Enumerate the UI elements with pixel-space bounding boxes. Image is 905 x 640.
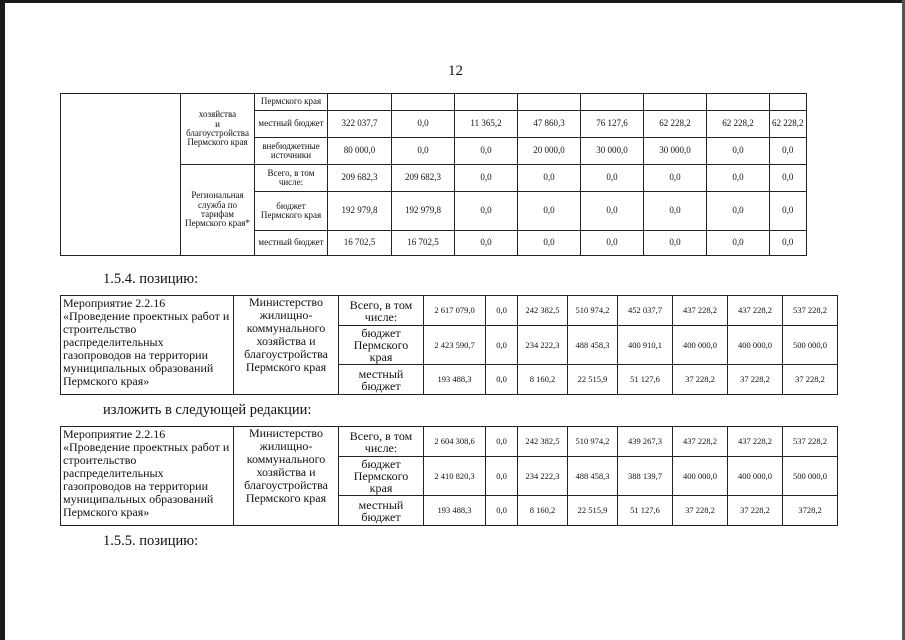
- value-cell: 400 000,0: [728, 457, 783, 496]
- value-cell: 209 682,3: [392, 165, 455, 192]
- executor-line: благоустройства: [186, 128, 249, 138]
- value-cell: 437 228,2: [673, 427, 728, 457]
- source-cell: бюджет Пермского края: [255, 192, 328, 231]
- value-cell: 452 037,7: [618, 296, 673, 326]
- value-cell: 0,0: [644, 165, 707, 192]
- value-cell: 0,0: [770, 192, 807, 231]
- executor-cell: [181, 94, 255, 165]
- empty-cell: [61, 94, 181, 111]
- value-cell: 488 458,3: [568, 457, 618, 496]
- value-cell: 3728,2: [783, 496, 838, 526]
- ministry-cell: Министерство жилищно-коммунального хозяйства и благоустройства Пермского края: [234, 296, 339, 395]
- source-cell: бюджет Пермского края: [339, 457, 424, 496]
- value-cell: 8 160,2: [518, 496, 568, 526]
- value-cell: 0,0: [486, 326, 518, 365]
- value-cell: 388 139,7: [618, 457, 673, 496]
- table-row: [61, 427, 838, 457]
- value-cell: 2 423 590,7: [424, 326, 486, 365]
- source-cell: местный бюджет: [339, 496, 424, 526]
- value-cell: 537 228,2: [783, 427, 838, 457]
- new-measure-table: [60, 426, 838, 526]
- value-cell: 0,0: [707, 231, 770, 256]
- value-cell: 322 037,7: [328, 111, 392, 138]
- value-cell: 37 228,2: [728, 365, 783, 395]
- value-cell: 51 127,6: [618, 496, 673, 526]
- value-cell: 37 228,2: [673, 496, 728, 526]
- value-cell: 242 382,5: [518, 427, 568, 457]
- value-cell: 0,0: [581, 165, 644, 192]
- value-cell: 0,0: [455, 165, 518, 192]
- value-cell: 0,0: [581, 231, 644, 256]
- value-cell: 47 860,3: [518, 111, 581, 138]
- old-measure-table: [60, 295, 838, 395]
- executor-line: Пермского края: [187, 137, 248, 148]
- value-cell: 437 228,2: [673, 296, 728, 326]
- source-cell: Пермского края: [255, 94, 328, 111]
- value-cell: 0,0: [770, 138, 807, 165]
- executor-line: и: [215, 118, 220, 129]
- value-cell: 0,0: [770, 165, 807, 192]
- value-cell: 0,0: [770, 231, 807, 256]
- value-cell: [770, 94, 807, 111]
- value-cell: [518, 94, 581, 111]
- value-cell: 400 910,1: [618, 326, 673, 365]
- value-cell: 22 515,9: [568, 496, 618, 526]
- value-cell: 0,0: [518, 192, 581, 231]
- value-cell: 62 228,2: [707, 111, 770, 138]
- value-cell: 8 160,2: [518, 365, 568, 395]
- value-cell: 400 000,0: [673, 457, 728, 496]
- value-cell: 500 000,0: [783, 326, 838, 365]
- table-row: [61, 231, 807, 256]
- value-cell: 20 000,0: [518, 138, 581, 165]
- source-cell: местный бюджет: [255, 111, 328, 138]
- value-cell: 51 127,6: [618, 365, 673, 395]
- value-cell: 439 267,3: [618, 427, 673, 457]
- scan-edge: [0, 0, 905, 3]
- measure-name-cell: Мероприятие 2.2.16 «Проведение проектных работ и строительство распределительных газопроводов на территории муниципальных образований Пермского края»: [61, 296, 234, 395]
- value-cell: 0,0: [581, 192, 644, 231]
- value-cell: 192 979,8: [392, 192, 455, 231]
- executor-line: хозяйства: [198, 109, 237, 120]
- source-cell: внебюджетные источники: [255, 138, 328, 165]
- table-row: [61, 138, 807, 165]
- source-cell: Всего, в том числе:: [255, 165, 328, 192]
- empty-cell: [61, 165, 181, 192]
- continuation-table: [60, 93, 807, 256]
- value-cell: 0,0: [644, 231, 707, 256]
- source-cell: Всего, в том числе:: [339, 296, 424, 326]
- source-cell: местный бюджет: [255, 231, 328, 256]
- ministry-cell: Министерство жилищно-коммунального хозяйства и благоустройства Пермского края: [234, 427, 339, 526]
- table-row: [61, 192, 807, 231]
- value-cell: 0,0: [518, 165, 581, 192]
- value-cell: 0,0: [455, 231, 518, 256]
- value-cell: 37 228,2: [783, 365, 838, 395]
- value-cell: 62 228,2: [644, 111, 707, 138]
- empty-cell: [61, 138, 181, 165]
- value-cell: 37 228,2: [728, 496, 783, 526]
- value-cell: 0,0: [392, 138, 455, 165]
- value-cell: 537 228,2: [783, 296, 838, 326]
- value-cell: 0,0: [644, 192, 707, 231]
- value-cell: 11 365,2: [455, 111, 518, 138]
- value-cell: 242 382,5: [518, 296, 568, 326]
- value-cell: 193 488,3: [424, 496, 486, 526]
- value-cell: 510 974,2: [568, 427, 618, 457]
- value-cell: 30 000,0: [644, 138, 707, 165]
- value-cell: 0,0: [518, 231, 581, 256]
- value-cell: [392, 94, 455, 111]
- value-cell: 437 228,2: [728, 296, 783, 326]
- value-cell: 0,0: [707, 165, 770, 192]
- value-cell: 400 000,0: [673, 326, 728, 365]
- value-cell: 193 488,3: [424, 365, 486, 395]
- value-cell: 76 127,6: [581, 111, 644, 138]
- table-row: [61, 165, 807, 192]
- value-cell: [707, 94, 770, 111]
- empty-cell: [61, 231, 181, 256]
- value-cell: [581, 94, 644, 111]
- value-cell: 62 228,2: [770, 111, 807, 138]
- value-cell: 488 458,3: [568, 326, 618, 365]
- empty-cell: [61, 111, 181, 138]
- value-cell: 0,0: [486, 296, 518, 326]
- value-cell: 437 228,2: [728, 427, 783, 457]
- value-cell: 192 979,8: [328, 192, 392, 231]
- value-cell: 80 000,0: [328, 138, 392, 165]
- value-cell: 234 222,3: [518, 457, 568, 496]
- value-cell: 30 000,0: [581, 138, 644, 165]
- measure-name-cell: Мероприятие 2.2.16 «Проведение проектных работ и строительство распределительных газопроводов на территории муниципальных образований Пермского края»: [61, 427, 234, 526]
- value-cell: 500 000,0: [783, 457, 838, 496]
- value-cell: 37 228,2: [673, 365, 728, 395]
- value-cell: 22 515,9: [568, 365, 618, 395]
- value-cell: 234 222,3: [518, 326, 568, 365]
- value-cell: [455, 94, 518, 111]
- table-row: [61, 296, 838, 326]
- value-cell: 0,0: [392, 111, 455, 138]
- source-cell: местный бюджет: [339, 365, 424, 395]
- value-cell: 0,0: [486, 457, 518, 496]
- value-cell: 400 000,0: [728, 326, 783, 365]
- value-cell: 510 974,2: [568, 296, 618, 326]
- value-cell: 209 682,3: [328, 165, 392, 192]
- value-cell: 16 702,5: [328, 231, 392, 256]
- source-cell: бюджет Пермского края: [339, 326, 424, 365]
- value-cell: 0,0: [486, 365, 518, 395]
- page-number: 12: [448, 63, 463, 79]
- value-cell: [328, 94, 392, 111]
- section-heading: 1.5.5. позицию:: [103, 533, 199, 549]
- value-cell: 2 410 820,3: [424, 457, 486, 496]
- source-cell: Всего, в том числе:: [339, 427, 424, 457]
- executor-cell: Региональная служба по тарифам Пермского края*: [181, 165, 255, 256]
- table-row: [61, 111, 807, 138]
- value-cell: 0,0: [486, 427, 518, 457]
- table-row: [61, 94, 807, 111]
- value-cell: 2 604 308,6: [424, 427, 486, 457]
- value-cell: 0,0: [707, 192, 770, 231]
- scan-edge: [0, 0, 5, 640]
- section-heading: изложить в следующей редакции:: [103, 402, 312, 418]
- value-cell: 0,0: [455, 192, 518, 231]
- value-cell: 2 617 079,0: [424, 296, 486, 326]
- section-heading: 1.5.4. позицию:: [103, 271, 199, 287]
- value-cell: 16 702,5: [392, 231, 455, 256]
- value-cell: 0,0: [707, 138, 770, 165]
- value-cell: 0,0: [455, 138, 518, 165]
- value-cell: 0,0: [486, 496, 518, 526]
- value-cell: [644, 94, 707, 111]
- empty-cell: [61, 192, 181, 231]
